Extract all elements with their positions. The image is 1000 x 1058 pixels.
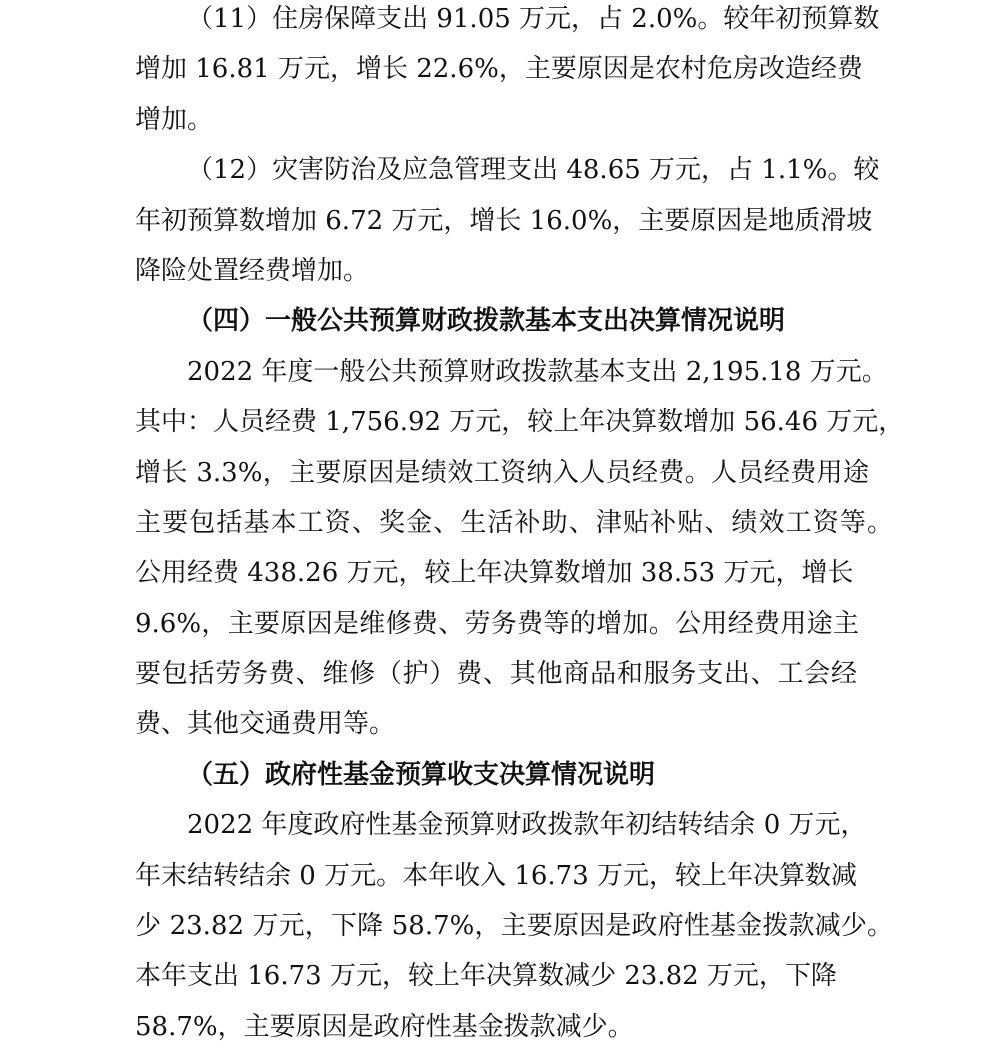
- text-line: 增加 16.81 万元，增长 22.6%，主要原因是农村危房改造经费: [135, 54, 863, 85]
- document-page: [135, 0, 905, 1058]
- section-heading-government-fund: （五）政府性基金预算收支决算情况说明: [187, 759, 656, 790]
- text-line: 增加。: [135, 104, 214, 135]
- paragraph-disaster-expenditure: [135, 151, 895, 302]
- text-line: 主要包括基本工资、奖金、生活补助、津贴补贴、绩效工资等。: [135, 507, 893, 538]
- text-line: （12）灾害防治及应急管理支出 48.65 万元，占 1.1%。较: [187, 155, 880, 186]
- text-line: 要包括劳务费、维修（护）费、其他商品和服务支出、工会经: [135, 659, 857, 690]
- text-line: 降险处置经费增加。: [135, 255, 370, 286]
- text-line: 本年支出 16.73 万元，较上年决算数减少 23.82 万元，下降: [135, 961, 837, 992]
- text-line: 58.7%，主要原因是政府性基金拨款减少。: [135, 1011, 634, 1042]
- section-heading-basic-expenditure: （四）一般公共预算财政拨款基本支出决算情况说明: [187, 306, 786, 337]
- text-line: 公用经费 438.26 万元，较上年决算数增加 38.53 万元，增长: [135, 558, 854, 589]
- text-line: 少 23.82 万元，下降 58.7%，主要原因是政府性基金拨款减少。: [135, 911, 893, 942]
- paragraph-government-fund: [135, 806, 895, 1058]
- text-line: 年末结转结余 0 万元。本年收入 16.73 万元，较上年决算数减: [135, 860, 858, 891]
- text-line: 9.6%，主要原因是维修费、劳务费等的增加。公用经费用途主: [135, 608, 859, 639]
- paragraph-basic-expenditure: [135, 353, 905, 756]
- text-line: （11）住房保障支出 91.05 万元，占 2.0%。较年初预算数: [187, 4, 880, 34]
- text-line: 2022 年度政府性基金预算财政拨款年初结转结余 0 万元，: [187, 810, 867, 841]
- text-line: 其中：人员经费 1,756.92 万元，较上年决算数增加 56.46 万元，: [135, 407, 905, 438]
- text-line: 2022 年度一般公共预算财政拨款基本支出 2,195.18 万元。: [187, 356, 888, 387]
- text-line: 费、其他交通费用等。: [135, 709, 396, 740]
- text-line: 增长 3.3%，主要原因是绩效工资纳入人员经费。人员经费用途: [135, 457, 869, 488]
- paragraph-housing-expenditure: [135, 0, 895, 151]
- text-line: 年初预算数增加 6.72 万元，增长 16.0%，主要原因是地质滑坡: [135, 205, 873, 236]
